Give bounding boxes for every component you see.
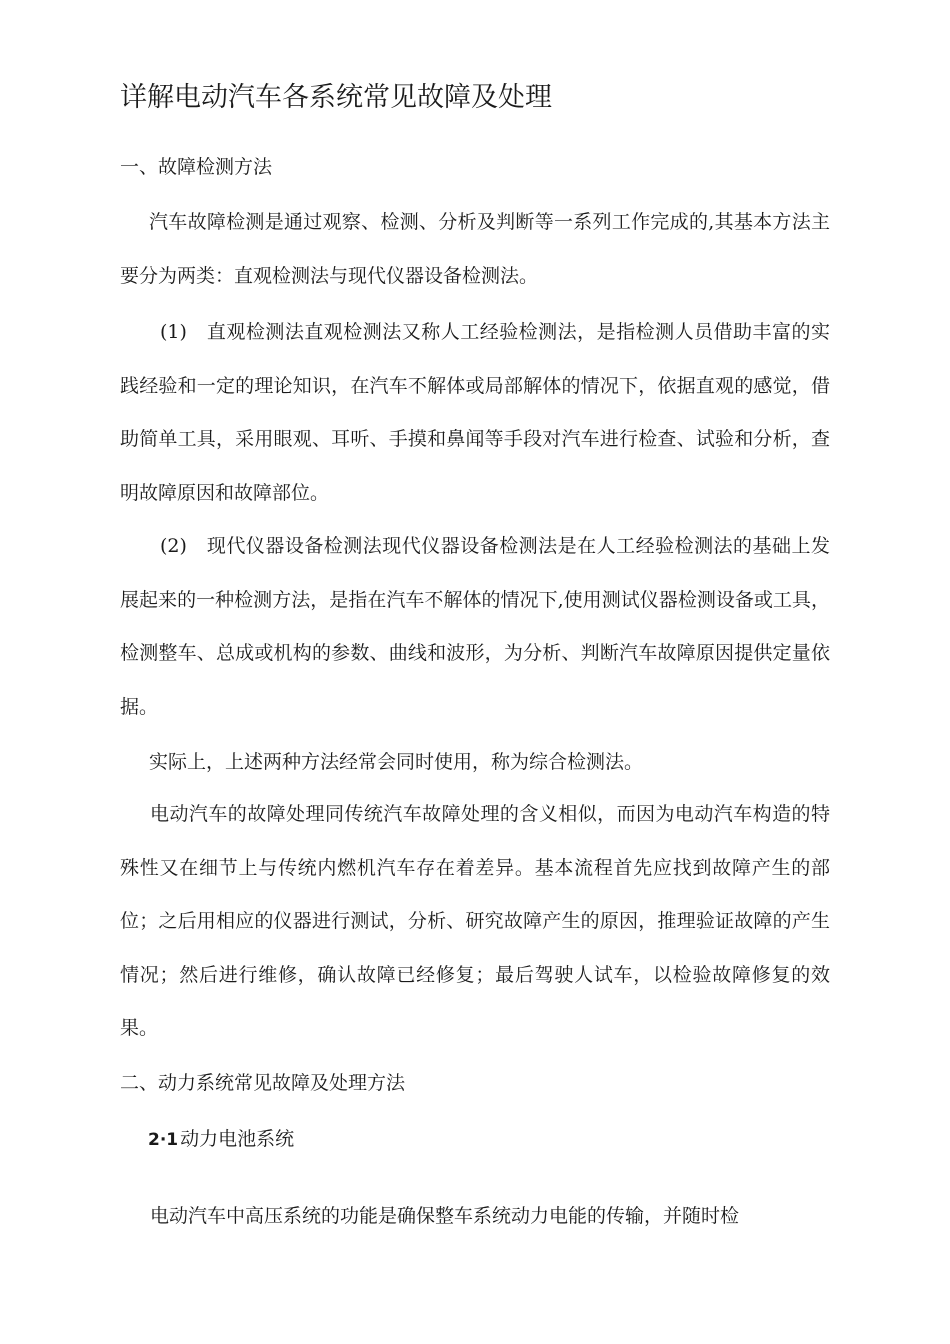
paragraph-high-voltage-system: 电动汽车中高压系统的功能是确保整车系统动力电能的传输，并随时检 [150,1205,740,1227]
paragraph-combined-method: 实际上，上述两种方法经常会同时使用，称为综合检测法。 [149,751,644,773]
section-heading-power-system: 二、动力系统常见故障及处理方法 [120,1072,406,1094]
paragraph-detection-intro: 汽车故障检测是通过观察、检测、分析及判断等一系列工作完成的,其基本方法主要分为两类：直观检测法与现代仪器设备检测法。 [120,211,830,287]
document-title: 详解电动汽车各系统常见故障及处理 [120,82,552,113]
subsection-heading-battery-system [148,1113,294,1168]
paragraph-repair-process: 电动汽车的故障处理同传统汽车故障处理的含义相似，而因为电动汽车构造的特殊性又在细节上与传统内燃机汽车存在着差异。基本流程首先应找到故障产生的部位；之后用相应的仪器进行测试，分析、研究故障产生的原因，推理验证故障的产生情况；然后进行维修，确认故障已经修复；最后驾驶人试车，以检验故障修复的效果。 [120,803,830,1039]
section-heading-fault-detection: 一、故障检测方法 [120,156,273,178]
subsection-title: 动力电池系统 [180,1128,295,1150]
paragraph-instrument-inspection: (2) 现代仪器设备检测法现代仪器设备检测法是在人工经验检测法的基础上发展起来的一种检测方法，是指在汽车不解体的情况下,使用测试仪器检测设备或工具，检测整车、总成或机构的参数、曲线和波形，为分析、判断汽车故障原因提供定量依据。 [120,535,830,718]
paragraph-visual-inspection: (1) 直观检测法直观检测法又称人工经验检测法，是指检测人员借助丰富的实践经验和一定的理论知识，在汽车不解体或局部解体的情况下，依据直观的感觉，借助简单工具，采用眼观、耳听、手摸和鼻闻等手段对汽车进行检查、试验和分析，查明故障原因和故障部位。 [120,321,830,504]
subsection-number: 2·1 [148,1130,179,1150]
